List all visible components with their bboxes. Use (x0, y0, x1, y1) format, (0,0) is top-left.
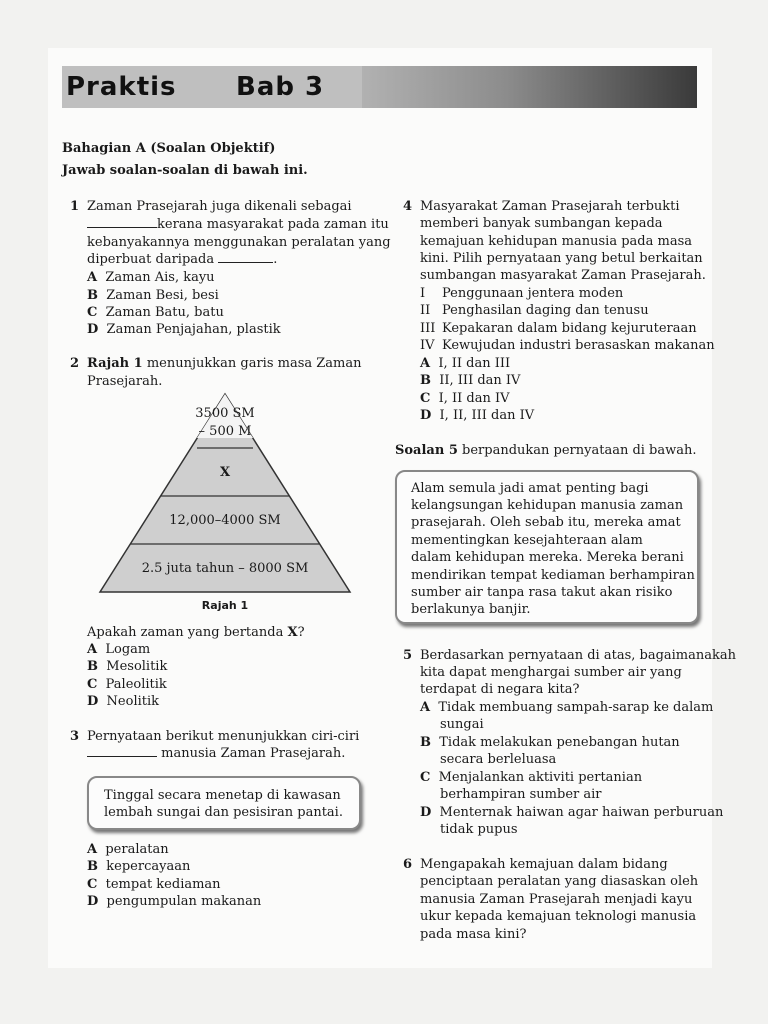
q1-option-c: C Zaman Batu, batu (87, 305, 224, 320)
q4-statement-4: IV Kewujudan industri berasaskan makanan (420, 338, 715, 353)
q6-line3: manusia Zaman Prasejarah menjadi kayu (420, 892, 693, 907)
q3-box-line2: lembah sungai dan pesisiran pantai. (104, 805, 343, 820)
question-number: 6 (403, 857, 413, 872)
pyramid-label-middle: 12,000–4000 SM (169, 513, 281, 528)
answer-blank (218, 251, 273, 263)
q5-line1: Berdasarkan pernyataan di atas, bagaimanakah (420, 648, 737, 663)
pyramid-label-bottom: 2.5 juta tahun – 8000 SM (141, 561, 309, 576)
q5-option-a: A Tidak membuang sampah-sarap ke dalam (420, 700, 714, 715)
q5-option-c-cont: berhampiran sumber air (440, 787, 602, 802)
q1-line3: kebanyakannya menggunakan peralatan yang (87, 235, 391, 250)
pyramid-label-top2: – 500 M (198, 424, 252, 439)
q4-line4: kini. Pilih pernyataan yang betul berkaitan (420, 251, 703, 266)
q1-line4: diperbuat daripada . (87, 252, 278, 267)
question-number: 4 (403, 199, 413, 214)
q6-line5: pada masa kini? (420, 927, 527, 942)
q2-option-b: B Mesolitik (87, 659, 168, 674)
q2-line2: Prasejarah. (87, 374, 163, 389)
q2-option-a: A Logam (87, 642, 151, 657)
answer-blank (87, 216, 157, 228)
q1-option-d: D Zaman Penjajahan, plastik (87, 322, 281, 337)
q5-option-b: B Tidak melakukan penebangan hutan (420, 735, 680, 750)
q2-line1: Rajah 1 menunjukkan garis masa Zaman (87, 356, 362, 371)
q4-option-b: B II, III dan IV (420, 373, 521, 388)
passage-line: kelangsungan kehidupan manusia zaman (411, 498, 684, 513)
question-number: 5 (403, 648, 413, 663)
pyramid-label-x: X (219, 465, 231, 480)
praktis-title: Praktis (66, 72, 177, 102)
figure-caption: Rajah 1 (201, 599, 249, 612)
q3-box-line1: Tinggal secara menetap di kawasan (104, 788, 341, 803)
q4-statement-3: III Kepakaran dalam bidang kejuruteraan (420, 321, 697, 336)
passage-line: mementingkan kesejahteraan alam (411, 533, 643, 548)
q5-option-c: C Menjalankan aktiviti pertanian (420, 770, 643, 785)
q5-option-b-cont: secara berleluasa (440, 752, 557, 767)
q3-line1: Pernyataan berikut menunjukkan ciri-ciri (87, 729, 360, 744)
section-title: Bahagian A (Soalan Objektif) (62, 141, 276, 156)
q1-option-b: B Zaman Besi, besi (87, 288, 219, 303)
q5-line2: kita dapat menghargai sumber air yang (420, 665, 682, 680)
q1-option-a: A Zaman Ais, kayu (87, 270, 215, 285)
q5-option-a-cont: sungai (440, 717, 484, 732)
q4-line5: sumbangan masyarakat Zaman Prasejarah. (420, 268, 706, 283)
pyramid-label-top1: 3500 SM (195, 406, 255, 421)
q4-line1: Masyarakat Zaman Prasejarah terbukti (420, 199, 680, 214)
passage-line: berlakunya banjir. (411, 602, 531, 617)
passage-line: sumber air tanpa rasa takut akan risiko (411, 585, 673, 600)
q5-line3: terdapat di negara kita? (420, 682, 580, 697)
q4-option-a: A I, II dan III (420, 356, 511, 371)
question-number: 3 (70, 729, 80, 744)
q2-question: Apakah zaman yang bertanda X? (87, 625, 305, 640)
q4-line2: memberi banyak sumbangan kepada (420, 216, 663, 231)
q6-line1: Mengapakah kemajuan dalam bidang (420, 857, 668, 872)
q3-option-a: A peralatan (87, 842, 169, 857)
q2-option-c: C Paleolitik (87, 677, 167, 692)
q4-line3: kemajuan kehidupan manusia pada masa (420, 234, 692, 249)
q4-option-d: D I, II, III dan IV (420, 408, 535, 423)
answer-blank (87, 745, 157, 757)
q3-option-c: C tempat kediaman (87, 877, 221, 892)
q1-line1: Zaman Prasejarah juga dikenali sebagai (87, 199, 352, 214)
section-instruction: Jawab soalan-soalan di bawah ini. (62, 163, 308, 178)
question-number: 1 (70, 199, 80, 214)
q6-line4: ukur kepada kemajuan teknologi manusia (420, 909, 697, 924)
q3-option-b: B kepercayaan (87, 859, 191, 874)
passage-line: prasejarah. Oleh sebab itu, mereka amat (411, 515, 681, 530)
passage-line: Alam semula jadi amat penting bagi (411, 481, 649, 496)
q2-option-d: D Neolitik (87, 694, 160, 709)
q5-option-d-cont: tidak pupus (440, 822, 518, 837)
q6-line2: penciptaan peralatan yang diasaskan oleh (420, 874, 699, 889)
q4-statement-2: II Penghasilan daging dan tenusu (420, 303, 649, 318)
question-number: 2 (70, 356, 80, 371)
passage-line: mendirikan tempat kediaman berhampiran (411, 568, 695, 583)
q3-option-d: D pengumpulan makanan (87, 894, 262, 909)
soalan5-intro: Soalan 5 berpandukan pernyataan di bawah. (395, 443, 697, 458)
passage-line: dalam kehidupan mereka. Mereka berani (411, 550, 684, 565)
q3-line2: manusia Zaman Prasejarah. (87, 745, 345, 763)
bab-title: Bab 3 (236, 72, 325, 102)
q4-option-c: C I, II dan IV (420, 391, 510, 406)
q1-line2: kerana masyarakat pada zaman itu (87, 216, 389, 234)
q4-statement-1: I Penggunaan jentera moden (420, 286, 624, 301)
q5-option-d: D Menternak haiwan agar haiwan perburuan (420, 805, 724, 820)
